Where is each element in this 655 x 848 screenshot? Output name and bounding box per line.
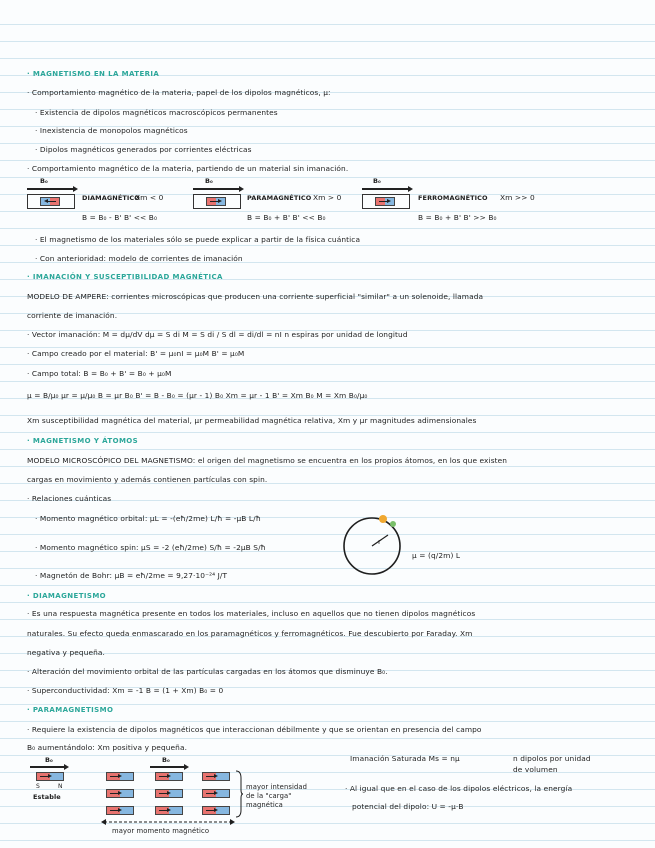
text-line: MODELO MICROSCÓPICO DEL MAGNETISMO: el origen del magnetismo se encuentra en los propios átomos, en los que existen [27, 456, 508, 465]
imanacion-saturada: Imanación Saturada Ms = nμ [350, 754, 460, 763]
formula-magneton-bohr: · Magnetón de Bohr: μB = eħ/2me = 9,27·10⁻²⁴ J/T [35, 571, 228, 580]
b0-arrow-icon [193, 188, 241, 190]
text-line: naturales. Su efecto queda enmascarado en los paramagnéticos y ferromagnéticos. Fue descubierto por Faraday. Xm [27, 629, 473, 638]
pole-s: S [36, 783, 40, 790]
bullet-item: · Al igual que en el caso de los dipolos eléctricos, la energía [345, 784, 573, 793]
b-formula-para: B = B₀ + B' B' << B₀ [247, 213, 326, 222]
text-line: · Es una respuesta magnética presente en todos los materiales, incluso en aquellos que no tienen dipolos magnéticos [27, 609, 476, 618]
b0-label: B₀ [373, 177, 382, 185]
material-slab-diamagnetic [27, 194, 75, 209]
text-line: Xm susceptibilidad magnética del material, μr permeabilidad magnética relativa, Xm y μr magnitudes adimensionales [27, 416, 477, 425]
pole-n: N [58, 783, 63, 790]
section-title-diamagnetismo: · DIAMAGNETISMO [27, 592, 107, 600]
formula-mu-orbit: μ = (q/2m) L [412, 551, 461, 560]
mayor-intensidad-2: de la "carga" [246, 792, 292, 800]
mayor-intensidad-3: magnética [246, 801, 283, 809]
material-slab-ferromagnetic [362, 194, 410, 209]
text-line: · Alteración del movimiento orbital de las partículas cargadas en los átomos que disminuye B₀. [27, 667, 388, 676]
b0-label: B₀ [162, 756, 171, 764]
section-title-imanacion: · IMANACIÓN Y SUSCEPTIBILIDAD MAGNÉTICA [27, 273, 223, 281]
brace-icon [234, 770, 244, 818]
formula-line-relations: μ = B/μ₀ μr = μ/μ₀ B = μr B₀ B' = B - B₀ = (μr - 1) B₀ Xm = μr - 1 B' = Xm B₀ M = Xm B₀/μ₀ [27, 391, 368, 400]
xm-ferromagnetico: Xm >> 0 [500, 193, 535, 202]
material-slab-paramagnetic [193, 194, 241, 209]
magnet-icon [202, 806, 230, 815]
bullet-item: · Con anterioridad: modelo de corrientes de imanación [35, 254, 243, 263]
dipolos-unidad-2: de volumen [513, 765, 558, 774]
b0-arrow-icon [150, 766, 186, 768]
text-line: negativa y pequeña. [27, 648, 106, 657]
section-title-magnetismo-materia: · MAGNETISMO EN LA MATERIA [27, 70, 160, 78]
formula-line-imanacion: · Vector imanación: M = dμ/dV dμ = S di M = S di / S dl = di/dl = nI n espiras por unidad de longitud [27, 330, 408, 339]
b0-arrow-icon [362, 188, 410, 190]
charge-dot [390, 521, 396, 527]
text-line: B₀ aumentándolo: Xm positiva y pequeña. [27, 743, 188, 752]
magnet-icon [155, 806, 183, 815]
b-formula-ferro: B = B₀ + B' B' >> B₀ [418, 213, 497, 222]
magnet-icon [106, 772, 134, 781]
formula-energia-dipolo: potencial del dipolo: U = -μ·B [352, 802, 464, 811]
magnet-icon [36, 772, 64, 781]
formula-momento-spin: · Momento magnético spin: μS = -2 (eħ/2me) S/ħ = -2μB S/ħ [35, 543, 266, 552]
label-diamagnetico: DIAMAGNÉTICO [82, 194, 140, 202]
b0-label: B₀ [40, 177, 49, 185]
text-line: · Requiere la existencia de dipolos magnéticos que interaccionan débilmente y que se orientan en presencia del campo [27, 725, 482, 734]
xm-diamagnetico: Xm < 0 [135, 193, 164, 202]
section-title-paramagnetismo: · PARAMAGNETISMO [27, 706, 114, 714]
radius-label: r [378, 537, 382, 546]
magnet-icon [155, 789, 183, 798]
bullet-item: · El magnetismo de los materiales sólo se puede explicar a partir de la física cuántica [35, 235, 361, 244]
section-title-magnetismo-atomos: · MAGNETISMO Y ÁTOMOS [27, 437, 139, 445]
bullet-item: · Existencia de dipolos magnéticos macroscópicos permanentes [35, 108, 278, 117]
magnet-icon [106, 806, 134, 815]
mayor-intensidad: mayor intensidad [246, 783, 308, 791]
text-line: · Comportamiento magnético de la materia, partiendo de un material sin imanación. [27, 164, 349, 173]
electron-dot [379, 515, 387, 523]
magnet-icon [202, 772, 230, 781]
formula-line-campo-material: · Campo creado por el material: B' = μ₀nI = μ₀M B' = μ₀M [27, 349, 245, 358]
b0-arrow-icon [27, 188, 75, 190]
magnet-icon [206, 197, 226, 206]
text-line: · Superconductividad: Xm = -1 B = (1 + Xm) B₀ = 0 [27, 686, 224, 695]
bullet-item: · Inexistencia de monopolos magnéticos [35, 126, 188, 135]
magnet-icon [202, 789, 230, 798]
text-line: corriente de imanación. [27, 311, 118, 320]
estable-label: Estable [33, 793, 61, 801]
b-formula-dia: B = B₀ - B' B' << B₀ [82, 213, 158, 222]
text-line: · Relaciones cuánticas [27, 494, 112, 503]
magnet-icon [106, 789, 134, 798]
formula-line-campo-total: · Campo total: B = B₀ + B' = B₀ + μ₀M [27, 369, 172, 378]
dipolos-unidad: n dipolos por unidad [513, 754, 591, 763]
double-arrow-icon [100, 818, 236, 826]
b0-label: B₀ [45, 756, 54, 764]
text-line: · Comportamiento magnético de la materia, papel de los dipolos magnéticos, μ: [27, 88, 331, 97]
magnet-icon [375, 197, 395, 206]
magnet-icon [155, 772, 183, 781]
label-ferromagnetico: FERROMAGNÉTICO [418, 194, 488, 202]
mayor-momento: mayor momento magnético [112, 827, 210, 835]
xm-paramagnetico: Xm > 0 [313, 193, 342, 202]
text-line: cargas en movimiento y además contienen partículas con spin. [27, 475, 268, 484]
label-paramagnetico: PARAMAGNÉTICO [247, 194, 312, 202]
bullet-item: · Dipolos magnéticos generados por corrientes eléctricas [35, 145, 252, 154]
magnet-icon [40, 197, 60, 206]
text-line: MODELO DE AMPERE: corrientes microscópicas que producen una corriente superficial "similar" a un solenoide, llamada [27, 292, 484, 301]
formula-momento-orbital: · Momento magnético orbital: μL = -(eħ/2me) L/ħ = -μB L/ħ [35, 514, 261, 523]
orbit-diagram [338, 506, 408, 578]
b0-arrow-icon [30, 766, 66, 768]
b0-label: B₀ [205, 177, 214, 185]
